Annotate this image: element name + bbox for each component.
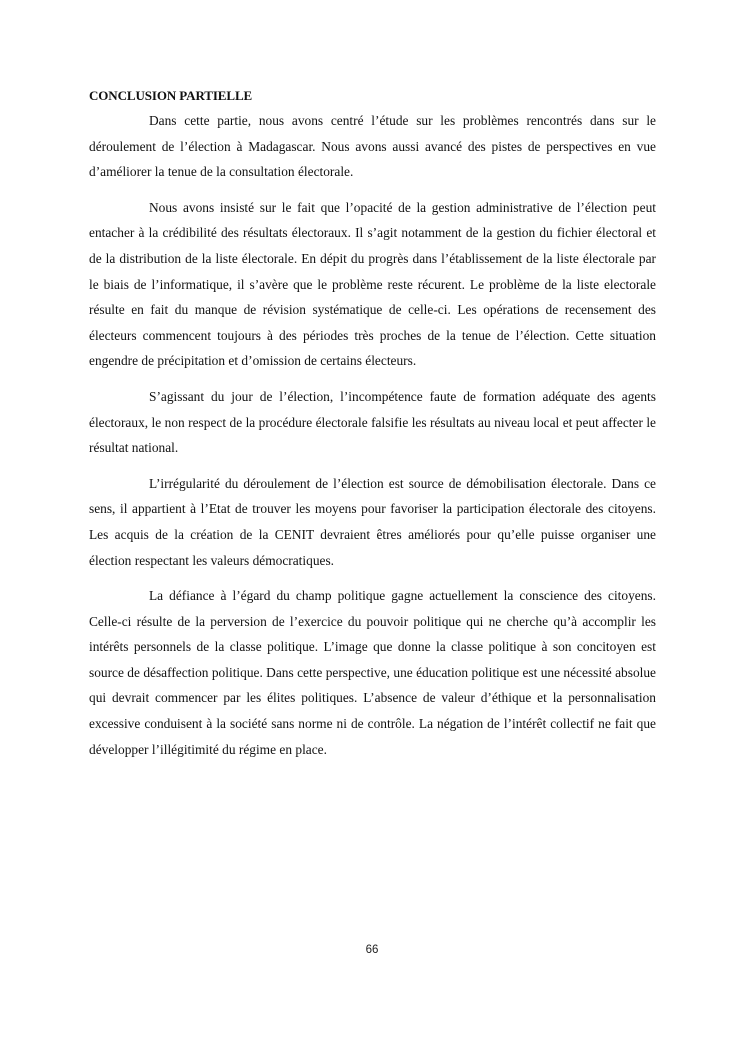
paragraph-irregularity: L’irrégularité du déroulement de l’élection est source de démobilisation électorale. Dans ce sens, il appartient à l’Etat de trouver les moyens pour favoriser la participation électorale des citoyens. Les acquis de la création de la CENIT devraient êtres améliorés pour qu’elle puisse organiser une élection respectant les valeurs démocratiques. bbox=[89, 475, 656, 568]
paragraph-election-day: S’agissant du jour de l’élection, l’incompétence faute de formation adéquate des agents électoraux, le non respect de la procédure électorale falsifie les résultats au niveau local et peut affecter le résultat national. bbox=[89, 388, 656, 456]
paragraph-intro: Dans cette partie, nous avons centré l’étude sur les problèmes rencontrés dans sur le déroulement de l’élection à Madagascar. Nous avons aussi avancé des pistes de perspectives en vue d’améliorer la tenue de la consultation électorale. bbox=[89, 113, 656, 180]
document-page bbox=[89, 86, 656, 772]
paragraph-administration: Nous avons insisté sur le fait que l’opacité de la gestion administrative de l’élection peut entacher à la crédibilité des résultats électoraux. Il s’agit notamment de la gestion du fichier électoral et de la distribution de la liste électorale. En dépit du progrès dans l’établissement de la liste électorale par le biais de l’informatique, il s’avère que le problème reste récurent. Le problème de la liste electorale résulte en fait du manque de révision systématique de celle-ci. Les opérations de recensement des électeurs commencent toujours à des périodes très proches de la tenue de l’élection. Cette situation engendre de précipitation et d’omission de certains électeurs. bbox=[89, 199, 656, 369]
section-heading: CONCLUSION PARTIELLE bbox=[89, 88, 253, 103]
page-number: 66 bbox=[365, 944, 379, 956]
paragraph-defiance: La défiance à l’égard du champ politique gagne actuellement la conscience des citoyens. Celle-ci résulte de la perversion de l’exercice du pouvoir politique qui ne cherche qu’à accomplir les intérêts personnels de la classe politique. L’image que donne la classe politique à son concitoyen est source de désaffection politique. Dans cette perspective, une éducation politique est une nécessité absolue qui devrait commencer par les élites politiques. L’absence de valeur d’éthique et la personnalisation excessive conduisent à la société sans norme ni de contrôle. La négation de l’intérêt collectif ne fait que développer l’illégitimité du régime en place. bbox=[89, 588, 656, 757]
